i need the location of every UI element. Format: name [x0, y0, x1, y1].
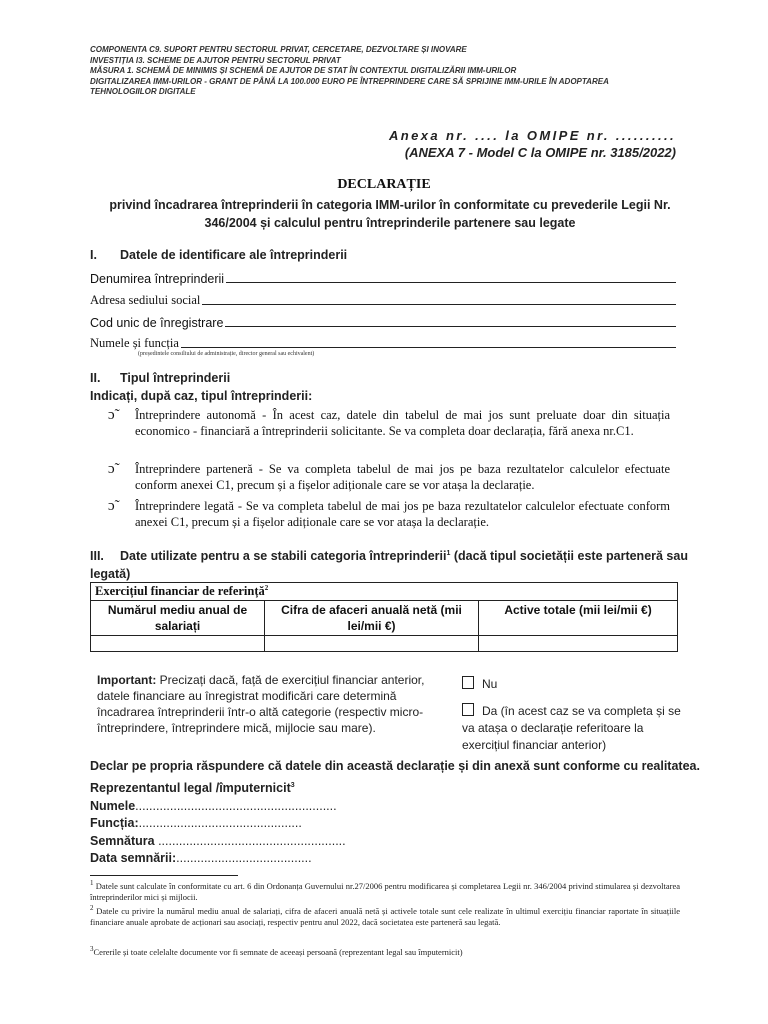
option-autonomous[interactable] — [108, 407, 670, 439]
footnote-ref: 3 — [290, 781, 295, 789]
section-2-heading — [90, 371, 230, 385]
header-line: DIGITALIZAREA IMM-URILOR - GRANT DE PÂNĂ LA 100.000 EURO PE ÎNTREPRINDERE CARE SĂ SPRIJINE IMM-URILE ÎN ADOPTAREA — [90, 76, 609, 86]
section-3-number: III. — [90, 549, 104, 563]
company-name-line[interactable] — [226, 269, 676, 283]
signature-block — [90, 780, 346, 868]
option-mark-icon[interactable]: ɔ̃ — [108, 407, 115, 423]
option-linked[interactable] — [108, 498, 670, 530]
column-turnover: Cifra de afaceri anuală netă (mii lei/mii €) — [265, 601, 479, 636]
section-2-title: Tipul întreprinderii — [120, 371, 231, 385]
checkbox-yes[interactable] — [462, 703, 474, 716]
section-3-heading — [90, 547, 688, 583]
cell-assets-value[interactable] — [479, 636, 678, 652]
section-3-title-cont: (dacă tipul societății este parteneră sau — [450, 549, 688, 563]
registration-code-field[interactable] — [90, 312, 676, 330]
footnote-1: $^1$ Datele sunt calculate în conformitate cu art. 6 din Ordonanța Guvernului nr.27/2006 pentru modificarea și completarea Legii nr. 346/2004 privind stimularea și dezvoltarea întreprinderilor mici și mijlocii. — [90, 879, 680, 902]
representative-title: Reprezentantul legal /împuternicit$^3$ — [90, 781, 295, 795]
section-1-title: Datele de identificare ale întreprinderii — [120, 248, 348, 262]
section-1-heading — [90, 248, 347, 262]
program-header — [90, 45, 690, 98]
checkbox-no[interactable] — [462, 676, 474, 689]
header-line: MĂSURA 1. SCHEMĂ DE MINIMIS ȘI SCHEMĂ DE AJUTOR DE STAT ÎN CONTEXTUL DIGITALIZĂRII IMM-URILOR — [90, 66, 517, 75]
annex-reference — [389, 127, 676, 161]
header-line: INVESTIȚIA I3. SCHEME DE AJUTOR PENTRU SECTORUL PRIVAT — [90, 55, 341, 65]
page-title: DECLARAȚIE — [337, 177, 431, 192]
footnote-divider — [90, 875, 238, 876]
annex-line-2: (ANEXA 7 - Model C la OMIPE nr. 3185/2022) — [404, 145, 676, 160]
option-partner[interactable] — [108, 461, 670, 493]
option-no-label: Nu — [482, 677, 498, 691]
section-3-title-end: legată) — [90, 567, 131, 581]
header-line: TEHNOLOGIILOR DIGITALE — [90, 87, 196, 96]
option-no[interactable] — [462, 676, 682, 693]
cell-employees-value[interactable] — [91, 636, 265, 652]
option-mark-icon[interactable]: ɔ̃ — [108, 498, 115, 514]
section-2-number: II. — [90, 371, 101, 385]
registration-code-line[interactable] — [225, 313, 676, 327]
address-label: Adresa sediului social — [90, 293, 201, 307]
footnote-3: $^3$Cererile și toate celelalte documente vor fi semnate de aceeași persoană (reprezentant legal sau împuternicit) — [90, 945, 463, 957]
section-2-instruction: Indicați, după caz, tipul întreprinderii: — [90, 389, 313, 403]
section-3-title: Date utilizate pentru a se stabili categoria întreprinderii — [120, 549, 447, 563]
column-employees: Numărul mediu anual de salariați — [91, 601, 265, 636]
footnote-ref: 2 — [264, 583, 269, 592]
registration-code-label: Cod unic de înregistrare — [90, 316, 224, 330]
company-name-label: Denumirea întreprinderii — [90, 272, 225, 286]
important-note — [97, 672, 425, 736]
name-function-note: (președintele consiliului de administrație, director general sau echivalent) — [138, 351, 315, 357]
annex-line-1: Anexa nr. .... la OMIPE nr. .......... — [389, 128, 676, 143]
option-yes[interactable] — [462, 703, 682, 754]
name-function-line[interactable] — [181, 334, 676, 348]
footnote-2: $^2$ Datele cu privire la numărul mediu anual de salariați, cifra de afaceri anuală netă și activele totale sunt cele realizate în ultimul exercițiu financiar raportate în situațiile financiare anuale aprobate de acționari sau asociați, respectiv pentru anul 2022, dacă societatea este parteneră sau legată. — [90, 904, 680, 927]
important-text: Precizați dacă, față de exercițiul financiar anterior, datele financiare au înregistrat modificări care determină încadrarea întreprinderii într-o altă categorie (respectiv micro-întreprindere, întreprindere mică, mijlocie sau mare). — [97, 673, 425, 735]
function-row[interactable]: Funcția:............................................... — [90, 816, 302, 830]
header-line: COMPONENTA C9. SUPORT PENTRU SECTORUL PRIVAT, CERCETARE, DEZVOLTARE ȘI INOVARE — [90, 45, 467, 54]
table-header: Exercițiul financiar de referință$^2$ — [91, 583, 678, 601]
declaration-statement: Declar pe propria răspundere că datele din această declarație și din anexă sunt conforme cu realitatea. — [90, 759, 700, 773]
address-field[interactable] — [90, 290, 676, 308]
option-yes-label: Da (în acest caz se va completa și se va atașa o declarație referitoare la exercițiul financiar anterior) — [462, 704, 681, 752]
signature-row[interactable]: Semnătura ...................................................... — [90, 833, 346, 848]
page-subtitle: privind încadrarea întreprinderii în categoria IMM-urilor în conformitate cu prevederile Legii Nr. 346/2004 și calculul pentru întreprinderile partenere sau legate — [109, 198, 671, 230]
option-mark-icon[interactable]: ɔ̃ — [108, 461, 115, 477]
option-linked-text: Întreprindere legată - Se va completa tabelul de mai jos pe baza rezultatelor calculelor efectuate conform anexei C1, precum și a fișelor adiționale care se vor atașa la declarație. — [135, 499, 670, 529]
company-name-field[interactable] — [90, 268, 676, 286]
section-1-number: I. — [90, 248, 97, 262]
name-row[interactable]: Numele.......................................................... — [90, 798, 337, 813]
column-assets: Active totale (mii lei/mii €) — [479, 601, 678, 636]
option-partner-text: Întreprindere parteneră - Se va completa tabelul de mai jos pe baza rezultatelor calculelor efectuate conform anexei C1, precum și a fișelor adiționale care se vor atașa la declarație. — [135, 462, 670, 492]
name-function-field[interactable] — [90, 333, 676, 351]
important-lead: Important: — [97, 673, 157, 687]
footnote-ref: 1 — [446, 549, 451, 557]
reference-year-table — [90, 582, 678, 652]
date-row[interactable]: Data semnării:....................................... — [90, 851, 312, 865]
option-autonomous-text: Întreprindere autonomă - În acest caz, datele din tabelul de mai jos sunt preluate doar din situația economico - financiară a întreprinderii solicitante. Se va completa doar declarația, fără anexa nr.C1. — [135, 408, 670, 438]
cell-turnover-value[interactable] — [265, 636, 479, 652]
address-line[interactable] — [202, 291, 676, 305]
name-function-label: Numele și funcția — [90, 336, 179, 350]
